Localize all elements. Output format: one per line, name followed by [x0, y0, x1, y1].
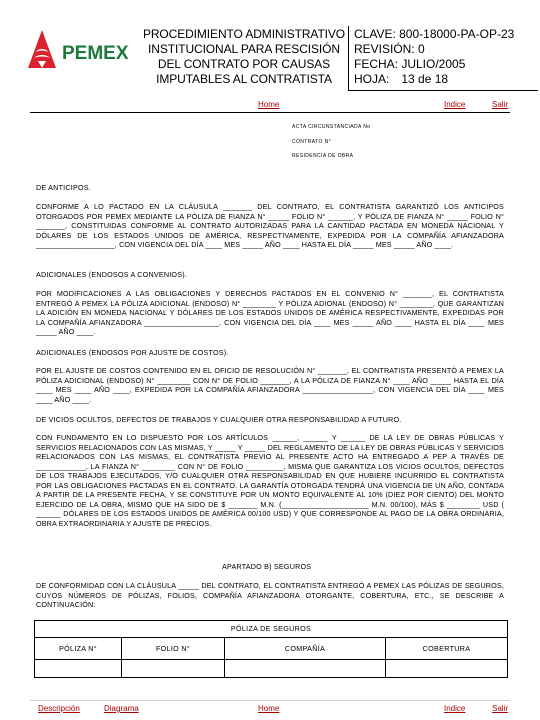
column-header: FOLIO N° [155, 644, 191, 653]
title-line: INSTITUCIONAL PARA RESCISIÓN [148, 42, 340, 56]
contrato-label: CONTRATO N° [292, 139, 331, 145]
home-link-bottom[interactable]: Home [258, 704, 280, 713]
column-header: COMPAÑÍA [284, 644, 326, 653]
title-line: IMPUTABLES AL CONTRATISTA [156, 72, 332, 86]
fecha-label: FECHA: JULIO/2005 [354, 57, 466, 71]
clave-label: CLAVE: 800-18000-PA-OP-23 [354, 27, 515, 41]
salir-link-bottom[interactable]: Salir [492, 704, 509, 713]
pemex-logo [24, 28, 136, 72]
revision-label: REVISIÓN: 0 [354, 42, 425, 56]
table-caption: PÓLIZA DE SEGUROS [35, 621, 507, 638]
document-metadata [354, 27, 540, 87]
header-divider [348, 26, 349, 90]
indice-link[interactable]: Indice [444, 100, 466, 109]
footer-divider [30, 700, 510, 701]
vicios-heading: DE VICIOS OCULTOS, DEFECTOS DE TRABAJOS Y CUALQUIER OTRA RESPONSABILIDAD A FUTURO. [36, 415, 402, 424]
page-number: 13 de 18 [401, 72, 449, 86]
header-underline [348, 90, 538, 91]
acta-label: ACTA CIRCUNSTANCIADA No [292, 124, 371, 130]
anticipos-heading: DE ANTICIPOS. [36, 183, 91, 192]
document-title [138, 27, 350, 87]
adicionales-heading: ADICIONALES (ENDOSOS A CONVENIOS). [36, 270, 187, 279]
apartado-heading: APARTADO B) SEGUROS [222, 562, 312, 571]
table-row-divider [35, 659, 507, 660]
title-line: PROCEDIMIENTO ADMINISTRATIVO [142, 27, 346, 41]
svg-text:PEMEX: PEMEX [62, 43, 129, 64]
column-header: PÓLIZA N° [59, 644, 97, 653]
acta-frame [30, 112, 510, 177]
residencia-label: RESIDENCIA DE OBRA [292, 153, 354, 159]
ajuste-heading: ADICIONALES (ENDOSOS POR AJUSTE DE COSTOS). [36, 348, 229, 357]
hoja-label: HOJA: 13 de 18 [354, 72, 449, 86]
adicionales-paragraph: POR MODIFICACIONES A LAS OBLIGACIONES Y DERECHOS PACTADOS EN EL CONVENIO N° _______, EL CONTRATISTA ENTREGÓ A PEMEX LA PÓLIZA ADICIONAL (ENDOSO) N° ________ Y PÓLIZA ADIONAL (ENDOSO) N° ________, QUE GARANTIZAN LA ADICIÓN EN MONEDA NACIONAL Y DÓLARES DE LOS ESTADOS UNIDOS DE AMÉRICA RESPECTIVAMENTE, EXPEDIDAS POR LA COMPAÑÍA AFIANZADORA __________________, CON VIGENCIA DEL DÍA ____ MES _____ AÑO ____ HASTA EL DÍA ____ MES _____ AÑO ____. [36, 289, 504, 336]
title-line: DEL CONTRATO POR CAUSAS [157, 57, 331, 71]
vicios-paragraph: CON FUNDAMENTO EN LO DISPUESTO POR LOS ARTÍCULOS ______, ______ Y ______ DE LA LEY DE OBRAS PÚBLICAS Y SERVICIOS RELACIONADOS CON LAS MISMAS, Y _____ Y _____ DEL REGLAMENTO DE LA LEY DE OBRAS PÚBLICAS Y SERVICIOS RELACIONADOS CON LAS MISMAS, EL CONTRATISTA PREVIO AL PRESENTE ACTO HA ENTREGADO A PEP A TRAVÉS DE ____________, LA FIANZA N° ________ CON N° DE FOLIO _________, MISMA QUE GARANTIZA LOS VICIOS OCULTOS, DEFECTOS DE LOS TRABAJOS EJECUTADOS, Y/O CUALQUIER OTRA RESPONSABILIDAD EN QUE HUBIERE INCURRIDO EL CONTRATISTA POR LAS OBLIGACIONES PACTADAS EN EL CONTRATO. LA GARANTÍA OTORGADA TENDRÁ UNA VIGENCIA DE UN AÑO, CONTADA A PARTIR DE LA PRESENTE FECHA, Y SE CONSTITUYE POR UN MONTO EQUIVALENTE AL 10% (DIEZ POR CIENTO) DEL MONTO EJERCIDO DE LA OBRA, MISMO QUE HA SIDO DE $ _______ M.N. (_____________________ M.N. 00/100), MÁS $ ________ USD ( ______ DÓLARES DE LOS ESTADOS UNIDOS DE AMÉRICA 00/100 USD) Y QUE CORRESPONDE AL PAGO DE LA OBRA ORDINARIA, OBRA EXTRAORDINARIA Y AJUSTE DE PRECIOS. [36, 433, 504, 528]
anticipos-paragraph: CONFORME A LO PACTADO EN LA CLÁUSULA _______ DEL CONTRATO, EL CONTRATISTA GARANTIZÓ LOS ANTICIPOS OTORGADOS POR PEMEX MEDIANTE LA PÓLIZA DE FIANZA N° _____ FOLIO N° ______, Y PÓLIZA DE FIANZA N° _____ FOLIO N° _______, CONSTITUIDAS CONFORME AL CONTRATO AUTORIZADAS PARA LA CANTIDAD PACTADA EN MONEDA NACIONAL Y DÓLARES DE LOS ESTADOS UNIDOS DE AMÉRICA, RESPECTIVAMENTE, EXPEDIDA POR LA COMPAÑÍA AFIANZADORA ___________________, CON VIGENCIA DEL DÍA ____ MES _____ AÑO ____ HASTA EL DÍA _____ MES _____ AÑO ____. [36, 202, 504, 249]
seguros-paragraph: DE CONFORMIDAD CON LA CLÁUSULA _____ DEL CONTRATO, EL CONTRATISTA ENTREGÓ A PEMEX LAS PÓLIZAS DE SEGUROS, CUYOS NÚMEROS DE PÓLIZAS, FOLIOS, COMPAÑÍA AFIANZADORA OTORGANTE, COBERTURA, ETC., SE DESCRIBE A CONTINUACIÓN: [36, 581, 504, 609]
indice-link-bottom[interactable]: Indice [444, 704, 466, 713]
column-header: COBERTURA [422, 644, 471, 653]
home-link[interactable]: Home [258, 100, 280, 109]
diagrama-link[interactable]: Diagrama [104, 704, 139, 713]
ajuste-paragraph: POR EL AJUSTE DE COSTOS CONTENIDO EN EL OFICIO DE RESOLUCIÓN N° _______, EL CONTRATISTA PRESENTÓ A PEMEX LA PÓLIZA ADICIONAL (ENDOSO) N° ________ CON N° DE FOLIO _______, A LA PÓLIZA DE FIANZA N° ____ AÑO _____ HASTA EL DÍA ____ MES ____ AÑO ____, EXPEDIDA POR LA COMPAÑÍA AFIANZADORA _________________, CON VIGENCIA DEL DÍA ____ MES ____ AÑO ____. [36, 366, 504, 404]
descripcion-link[interactable]: Descripción [38, 704, 80, 713]
salir-link[interactable]: Salir [492, 100, 509, 109]
seguros-table [34, 620, 508, 678]
